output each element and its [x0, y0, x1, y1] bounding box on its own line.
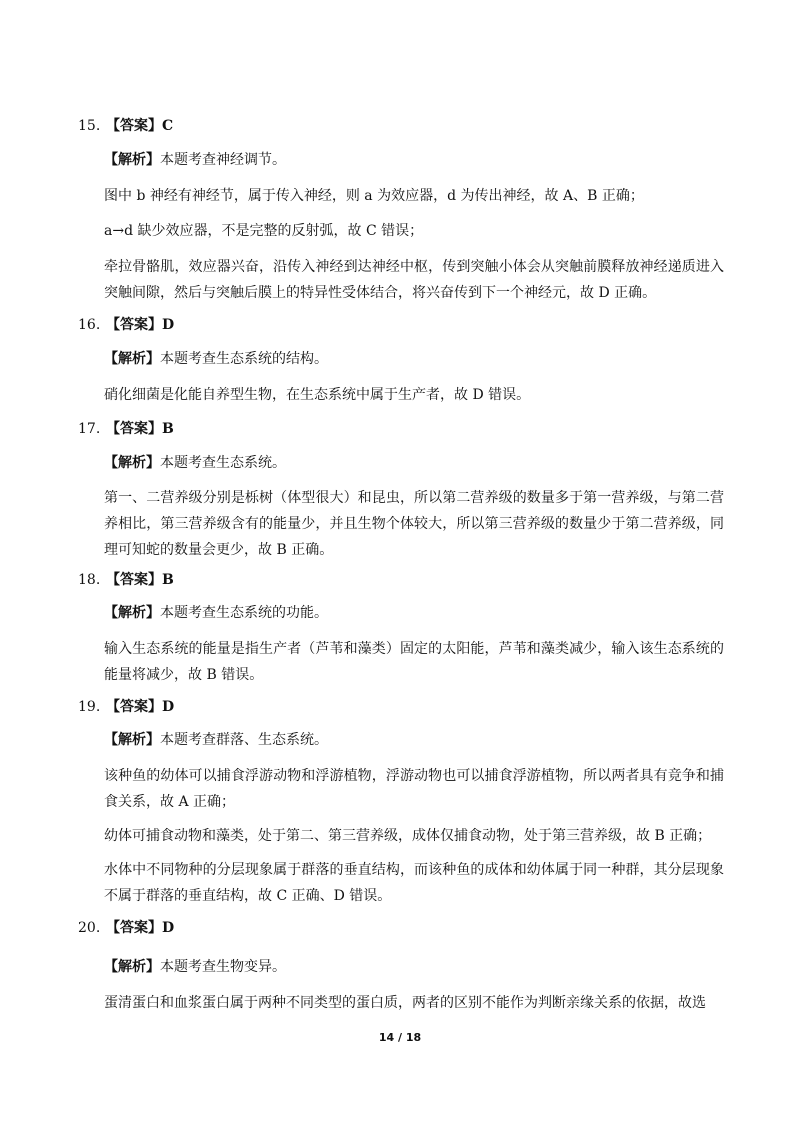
analysis-heading: [104, 600, 724, 626]
analysis-tag: 【解析】: [104, 351, 160, 367]
analysis-heading: [104, 147, 724, 173]
analysis-title: 本题考查群落、生态系统。: [160, 732, 328, 748]
answer-value: B: [162, 572, 174, 588]
answer-line: [78, 698, 174, 716]
analysis-tag: 【解析】: [104, 455, 160, 471]
page-number: 14 / 18: [378, 1031, 422, 1044]
answer-value: C: [162, 118, 174, 134]
analysis-heading: [104, 954, 724, 980]
answer-tag: 【答案】: [106, 317, 162, 333]
analysis-tag: 【解析】: [104, 959, 160, 975]
analysis-title: 本题考查生态系统的功能。: [160, 605, 328, 621]
answer-line: [78, 316, 174, 334]
answer-line: [78, 117, 173, 135]
answer-tag: 【答案】: [106, 572, 162, 588]
answer-line: [78, 571, 174, 589]
answer-tag: 【答案】: [106, 920, 162, 936]
analysis-paragraph: 图中 b 神经有神经节，属于传入神经，则 a 为效应器，d 为传出神经，故 A、B 正确；: [104, 188, 644, 204]
analysis-tag: 【解析】: [104, 152, 160, 168]
analysis-paragraph: 蛋清蛋白和血浆蛋白属于两种不同类型的蛋白质，两者的区别不能作为判断亲缘关系的依据，故选: [104, 995, 706, 1011]
analysis-paragraph: 幼体可捕食动物和藻类，处于第二、第三营养级，成体仅捕食动物，处于第三营养级，故 B 正确；: [104, 828, 712, 844]
question-number: 20.: [78, 920, 101, 936]
analysis-paragraph: 牵拉骨骼肌，效应器兴奋，沿传入神经到达神经中枢，传到突触小体会从突触前膜释放神经递质进入突触间隙，然后与突触后膜上的特异性受体结合，将兴奋传到下一个神经元，故 D 正确。: [104, 259, 724, 301]
question-number: 18.: [78, 572, 101, 588]
analysis-title: 本题考查生物变异。: [160, 959, 286, 975]
analysis-heading: [104, 450, 724, 476]
answer-value: B: [162, 421, 174, 437]
analysis-title: 本题考查生态系统。: [160, 455, 286, 471]
answer-value: D: [162, 317, 175, 333]
analysis-tag: 【解析】: [104, 605, 160, 621]
answer-line: [78, 919, 174, 937]
answer-tag: 【答案】: [106, 421, 162, 437]
analysis-paragraph: a→d 缺少效应器，不是完整的反射弧，故 C 错误；: [104, 223, 424, 239]
analysis-paragraph: 硝化细菌是化能自养型生物，在生态系统中属于生产者，故 D 错误。: [104, 387, 531, 403]
question-number: 16.: [78, 317, 101, 333]
analysis-paragraph: 该种鱼的幼体可以捕食浮游动物和浮游植物，浮游动物也可以捕食浮游植物，所以两者具有竞争和捕食关系，故 A 正确；: [104, 768, 724, 810]
analysis-paragraph: 输入生态系统的能量是指生产者（芦苇和藻类）固定的太阳能，芦苇和藻类减少，输入该生态系统的能量将减少，故 B 错误。: [104, 641, 724, 683]
analysis-heading: [104, 727, 724, 753]
answer-tag: 【答案】: [106, 118, 162, 134]
question-number: 17.: [78, 421, 101, 437]
answer-line: [78, 420, 174, 438]
analysis-paragraph: 第一、二营养级分别是栎树（体型很大）和昆虫，所以第二营养级的数量多于第一营养级，与第二营养相比，第三营养级含有的能量少，并且生物个体较大，所以第三营养级的数量少于第二营养级，同理可知蛇的数量会更少，故 B 正确。: [104, 490, 724, 558]
analysis-title: 本题考查神经调节。: [160, 152, 286, 168]
analysis-heading: [104, 346, 724, 372]
question-number: 19.: [78, 699, 101, 715]
analysis-tag: 【解析】: [104, 732, 160, 748]
question-number: 15.: [78, 118, 101, 134]
analysis-title: 本题考查生态系统的结构。: [160, 351, 328, 367]
answer-tag: 【答案】: [106, 699, 162, 715]
answer-value: D: [162, 920, 175, 936]
analysis-paragraph: 水体中不同物种的分层现象属于群落的垂直结构，而该种鱼的成体和幼体属于同一种群，其分层现象不属于群落的垂直结构，故 C 正确、D 错误。: [104, 862, 724, 904]
answer-value: D: [162, 699, 175, 715]
